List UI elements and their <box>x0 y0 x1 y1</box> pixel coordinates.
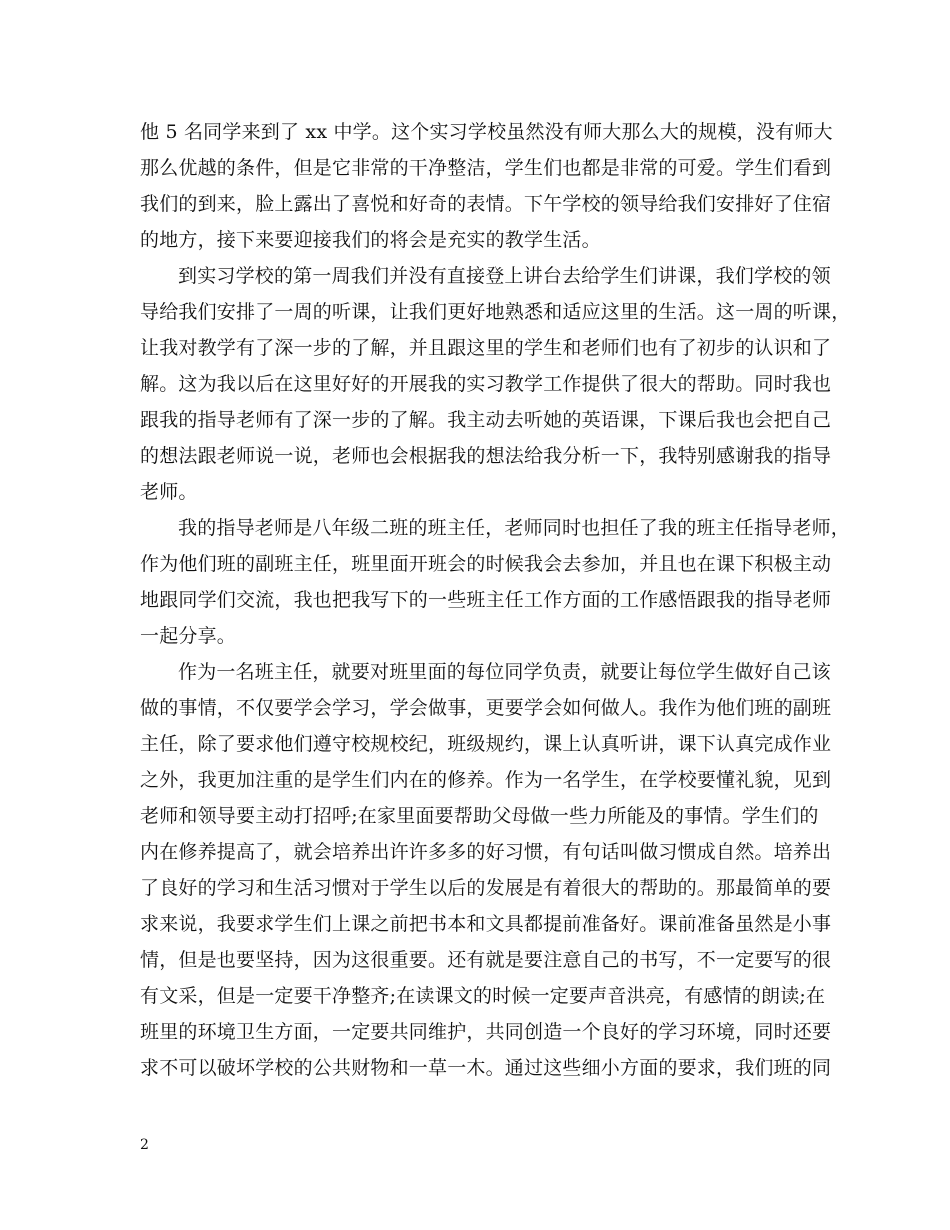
paragraph-2-line-5: 跟我的指导老师有了深一步的了解。我主动去听她的英语课，下课后我也会把自己 <box>140 409 832 431</box>
page-number: 2 <box>140 1137 149 1153</box>
paragraph-1-line-4: 的地方，接下来要迎接我们的将会是充实的教学生活。 <box>140 229 601 251</box>
paragraph-2-line-6: 的想法跟老师说一说，老师也会根据我的想法给我分析一下，我特别感谢我的指导 <box>140 445 832 467</box>
paragraph-4-line-1: 作为一名班主任，就要对班里面的每位同学负责，就要让每位学生做好自己该 <box>178 661 831 683</box>
paragraph-4-line-12: 求不可以破坏学校的公共财物和一草一木。通过这些细小方面的要求，我们班的同 <box>140 1057 832 1079</box>
paragraph-2-line-4: 解。这为我以后在这里好好的开展我的实习教学工作提供了很大的帮助。同时我也 <box>140 373 832 395</box>
paragraph-2-line-7: 老师。 <box>140 481 198 503</box>
paragraph-4-line-11: 班里的环境卫生方面，一定要共同维护，共同创造一个良好的学习环境，同时还要 <box>140 1021 832 1043</box>
paragraph-3-line-3: 地跟同学们交流，我也把我写下的一些班主任工作方面的工作感悟跟我的指导老师 <box>140 589 832 611</box>
paragraph-4-line-4: 之外，我更加注重的是学生们内在的修养。作为一名学生，在学校要懂礼貌，见到 <box>140 769 832 791</box>
paragraph-4-line-9: 情，但是也要坚持，因为这很重要。还有就是要注意自己的书写，不一定要写的很 <box>140 949 832 971</box>
document-body <box>140 114 851 1086</box>
paragraph-4-line-7: 了良好的学习和生活习惯对于学生以后的发展是有着很大的帮助的。那最简单的要 <box>140 877 832 899</box>
paragraph-2-line-1: 到实习学校的第一周我们并没有直接登上讲台去给学生们讲课，我们学校的领 <box>178 265 831 287</box>
paragraph-3-line-4: 一起分享。 <box>140 625 237 647</box>
paragraph-4-line-8: 求来说，我要求学生们上课之前把书本和文具都提前准备好。课前准备虽然是小事 <box>140 913 832 935</box>
paragraph-4-line-10: 有文采，但是一定要干净整齐;在读课文的时候一定要声音洪亮，有感情的朗读;在 <box>140 985 826 1007</box>
paragraph-4-line-2: 做的事情，不仅要学会学习，学会做事，更要学会如何做人。我作为他们班的副班 <box>140 697 832 719</box>
paragraph-1-line-2: 那么优越的条件，但是它非常的干净整洁，学生们也都是非常的可爱。学生们看到 <box>140 157 832 179</box>
paragraph-1-line-1: 他 5 名同学来到了 xx 中学。这个实习学校虽然没有师大那么大的规模，没有师大 <box>140 121 833 143</box>
paragraph-3-line-2: 作为他们班的副班主任，班里面开班会的时候我会去参加，并且也在课下积极主动 <box>140 553 832 575</box>
paragraph-4-line-5: 老师和领导要主动打招呼;在家里面要帮助父母做一些力所能及的事情。学生们的 <box>140 805 819 827</box>
paragraph-4-line-6: 内在修养提高了，就会培养出许许多多的好习惯，有句话叫做习惯成自然。培养出 <box>140 841 832 863</box>
paragraph-2-line-3: 让我对教学有了深一步的了解，并且跟这里的学生和老师们也有了初步的认识和了 <box>140 337 832 359</box>
paragraph-3-line-1: 我的指导老师是八年级二班的班主任，老师同时也担任了我的班主任指导老师， <box>178 517 851 539</box>
paragraph-1-line-3: 我们的到来，脸上露出了喜悦和好奇的表情。下午学校的领导给我们安排好了住宿 <box>140 193 832 215</box>
paragraph-2-line-2: 导给我们安排了一周的听课，让我们更好地熟悉和适应这里的生活。这一周的听课， <box>140 301 851 323</box>
paragraph-4-line-3: 主任，除了要求他们遵守校规校纪，班级规约，课上认真听讲，课下认真完成作业 <box>140 733 832 755</box>
